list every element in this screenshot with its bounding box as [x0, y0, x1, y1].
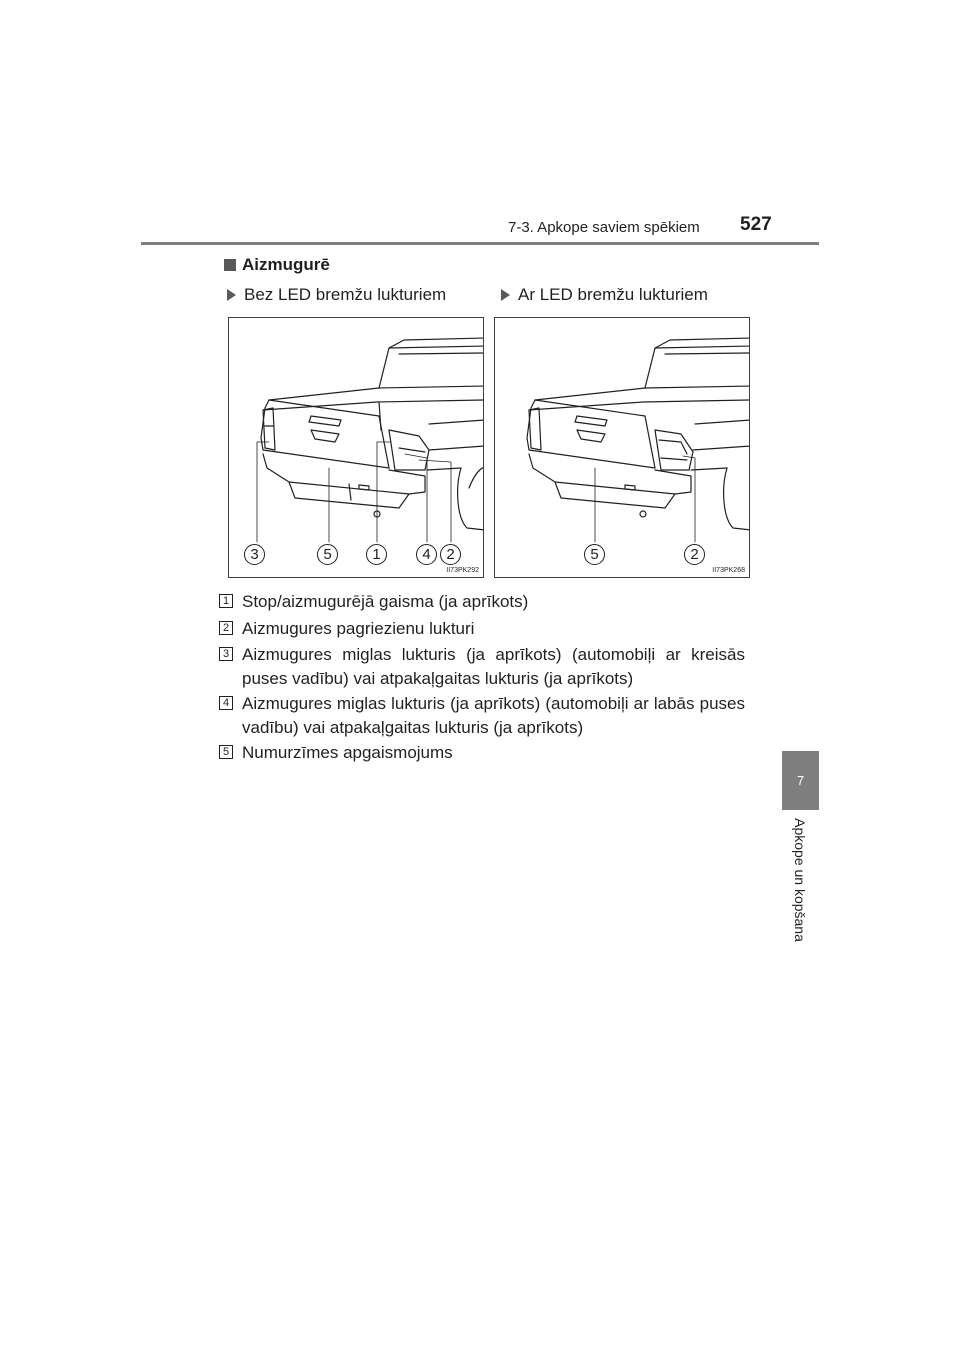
section-heading [224, 255, 330, 275]
triangle-bullet-icon [227, 289, 236, 301]
callout-2: 2 [440, 544, 461, 565]
figure-code: II73PK268 [712, 567, 745, 574]
callout-5: 5 [317, 544, 338, 565]
running-header: 7-3. Apkope saviem spēkiem [508, 219, 700, 236]
section-heading-text: Aizmugurē [242, 255, 330, 274]
variant-label-with-led [501, 285, 708, 305]
callout-2: 2 [684, 544, 705, 565]
triangle-bullet-icon [501, 289, 510, 301]
page-number: 527 [740, 214, 772, 235]
pickup-rear-illustration [229, 318, 484, 578]
callout-1: 1 [366, 544, 387, 565]
header-divider [141, 242, 819, 245]
legend-text-4: Aizmugures miglas lukturis (ja aprīkots) (automobiļi ar labās puses vadību) vai atpakaļgaitas lukturis (ja aprīkots) [242, 694, 745, 737]
variant-label-text: Bez LED bremžu lukturiem [244, 285, 447, 304]
legend-text-5: Numurzīmes apgaismojums [242, 743, 453, 762]
legend-text-3: Aizmugures miglas lukturis (ja aprīkots) (automobiļi ar kreisās puses vadību) vai atpakaļgaitas lukturis (ja aprīkots) [242, 645, 745, 688]
square-bullet-icon [224, 259, 236, 271]
figure-rear-without-led [228, 317, 484, 578]
legend-number-3: 3 [219, 647, 233, 661]
figure-code: II73PK292 [446, 567, 479, 574]
legend-text-2: Aizmugures pagriezienu lukturi [242, 619, 475, 638]
legend-number-1: 1 [219, 594, 233, 608]
chapter-label: Apkope un kopšana [792, 818, 808, 942]
pickup-rear-illustration [495, 318, 750, 578]
callout-5: 5 [584, 544, 605, 565]
legend-number-4: 4 [219, 696, 233, 710]
figure-rear-with-led [494, 317, 750, 578]
legend-number-5: 5 [219, 745, 233, 759]
callout-3: 3 [244, 544, 265, 565]
variant-label-without-led [227, 285, 446, 305]
callout-4: 4 [416, 544, 437, 565]
legend-number-2: 2 [219, 621, 233, 635]
legend-text-1: Stop/aizmugurējā gaisma (ja aprīkots) [242, 592, 529, 611]
variant-label-text: Ar LED bremžu lukturiem [518, 285, 708, 304]
chapter-tab: 7 [782, 751, 819, 810]
